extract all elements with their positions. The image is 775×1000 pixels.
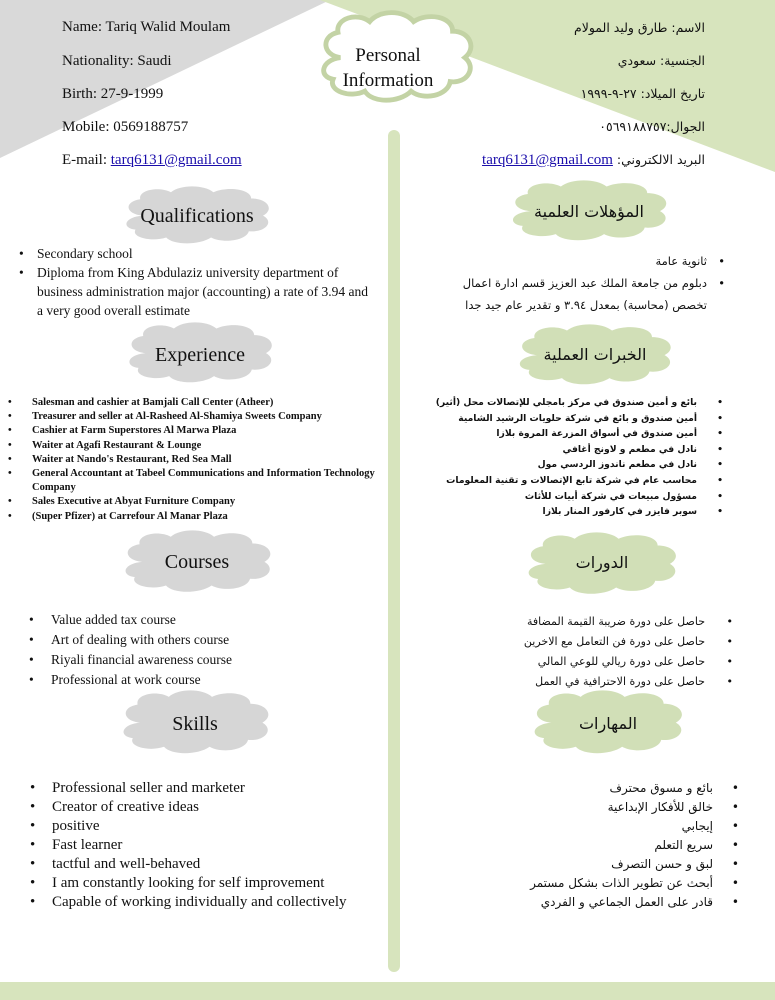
courses-list-en (29, 610, 359, 690)
qualifications-list-ar (439, 250, 729, 316)
email-label-en: E-mail: (62, 152, 111, 168)
name-ar: الاسم: طارق وليد المولام (573, 20, 705, 35)
nationality-en: Nationality: Saudi (62, 53, 172, 69)
personal-title-line2: Information (342, 70, 434, 91)
experience-title-ar: الخبرات العملية (543, 345, 647, 364)
list-item: • I am constantly looking for self improvement (30, 874, 360, 893)
experience-list-en (8, 396, 383, 524)
name-en: Name: Tariq Walid Moulam (62, 19, 231, 35)
list-item: • ثانوية عامة (439, 250, 729, 272)
personal-title-line1: Personal (355, 45, 421, 66)
bottom-band (0, 982, 775, 1000)
list-item: • حاصل على دورة فن التعامل مع الاخرين (437, 632, 737, 652)
courses-title-ar: الدورات (575, 553, 629, 572)
list-item: • Diploma from King Abdulaziz university department of business administration major (accounting) a rate of 3.94 and a very good overall estimate (19, 263, 369, 320)
list-item: • Cashier at Farm Superstores Al Marwa Plaza (8, 424, 383, 438)
birth-ar: تاريخ الميلاد: ٢٧-٩-١٩٩٩ (580, 86, 705, 101)
list-item: • Creator of creative ideas (30, 798, 360, 817)
list-item: • General Accountant at Tabeel Communications and Information Technology Company (8, 467, 383, 495)
list-item: • خالق للأفكار الإبداعية (443, 798, 743, 817)
list-item: • (Super Pfizer) at Carrefour Al Manar Plaza (8, 510, 383, 524)
list-item: • Waiter at Nando's Restaurant, Red Sea Mall (8, 453, 383, 467)
list-item: • Art of dealing with others course (29, 630, 359, 650)
nationality-ar: الجنسية: سعودي (617, 53, 705, 68)
list-item: • Capable of working individually and collectively (30, 893, 360, 912)
center-divider-bar (388, 130, 400, 972)
list-item: • Fast learner (30, 836, 360, 855)
qualifications-list-en (19, 244, 369, 320)
list-item: • بائع و مسوق محترف (443, 779, 743, 798)
birth-en: Birth: 27-9-1999 (62, 86, 164, 102)
email-ar-row (482, 152, 705, 168)
list-item: • Salesman and cashier at Bamjali Call Center (Atheer) (8, 396, 383, 410)
list-item: • نادل في مطعم و لاونج أغافي (407, 442, 727, 458)
list-item: • Secondary school (19, 244, 369, 263)
list-item: • Professional seller and marketer (30, 779, 360, 798)
list-item: • Sales Executive at Abyat Furniture Company (8, 495, 383, 509)
list-item: • tactful and well-behaved (30, 855, 360, 874)
list-item: • Professional at work course (29, 670, 359, 690)
qualifications-title-ar: المؤهلات العلمية (534, 202, 644, 221)
list-item: • سريع التعلم (443, 836, 743, 855)
list-item: • محاسب عام في شركة تابع الإتصالات و تقنية المعلومات (407, 473, 727, 489)
skills-title-en: Skills (172, 713, 218, 735)
list-item: • أمين صندوق في أسواق المزرعة المروة بلازا (407, 426, 727, 442)
list-item: • حاصل على دورة ضريبة القيمة المضافة (437, 612, 737, 632)
email-link-ar[interactable]: tarq6131@gmail.com (482, 152, 613, 168)
qualifications-title-en: Qualifications (140, 205, 254, 227)
list-item: • نادل في مطعم ناندوز الردسي مول (407, 457, 727, 473)
list-item: • أمين صندوق و بائع في شركة حلويات الرشيد الشامية (407, 411, 727, 427)
personal-info-title (326, 43, 450, 93)
skills-title-ar: المهارات (578, 714, 638, 733)
skills-list-ar (443, 779, 743, 912)
courses-title-en: Courses (164, 551, 230, 573)
list-item: • لبق و حسن التصرف (443, 855, 743, 874)
list-item: • بائع و أمين صندوق في مركز بامجلي للإتصالات محل (أثير) (407, 395, 727, 411)
courses-list-ar (437, 612, 737, 692)
list-item: • سوبر فايزر في كارفور المنار بلازا (407, 504, 727, 520)
list-item: • positive (30, 817, 360, 836)
list-item: • حاصل على دورة ريالي للوعي المالي (437, 652, 737, 672)
list-item: • قادر على العمل الجماعي و الفردي (443, 893, 743, 912)
skills-list-en (30, 779, 360, 912)
list-item: • أبحث عن تطوير الذات بشكل مستمر (443, 874, 743, 893)
mobile-ar: الجوال:٠٥٦٩١٨٨٧٥٧ (599, 119, 705, 134)
experience-title-en: Experience (155, 344, 245, 366)
mobile-en: Mobile: 0569188757 (62, 119, 189, 135)
list-item: • مسؤول مبيعات في شركة أبيات للأثاث (407, 489, 727, 505)
list-item: • Riyali financial awareness course (29, 650, 359, 670)
list-item: • إيجابي (443, 817, 743, 836)
list-item: • Value added tax course (29, 610, 359, 630)
experience-list-ar (407, 395, 727, 520)
list-item: • دبلوم من جامعة الملك عبد العزيز قسم ادارة اعمال تخصص (محاسبة) بمعدل ٣.٩٤ و تقدير عام جيد جدا (439, 272, 729, 316)
list-item: • Waiter at Agafi Restaurant & Lounge (8, 439, 383, 453)
email-link-en[interactable]: tarq6131@gmail.com (110, 152, 242, 168)
email-en-row (62, 152, 242, 168)
list-item: • Treasurer and seller at Al-Rasheed Al-Shamiya Sweets Company (8, 410, 383, 424)
list-item: • حاصل على دورة الاحترافية في العمل (437, 672, 737, 692)
email-label-ar: البريد الالكتروني: (612, 152, 705, 167)
